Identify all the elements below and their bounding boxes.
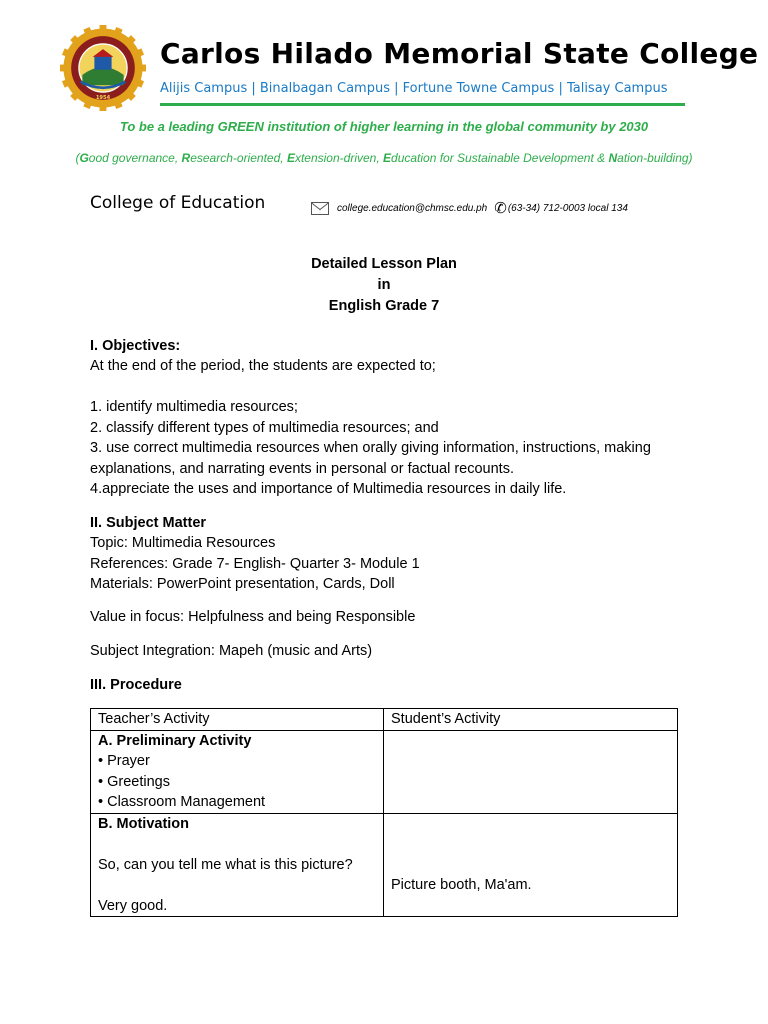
table-row xyxy=(91,730,678,813)
procedure-heading: III. Procedure xyxy=(90,677,182,693)
envelope-icon xyxy=(311,202,329,215)
phone-icon: ✆ xyxy=(494,200,507,217)
lesson-title-line1: Detailed Lesson Plan xyxy=(311,256,457,272)
objective-item: 1. identify multimedia resources; xyxy=(90,399,298,415)
topic-line: Topic: Multimedia Resources xyxy=(90,535,276,551)
lesson-title xyxy=(0,254,768,317)
college-name: College of Education xyxy=(90,193,266,213)
student-response-cell xyxy=(384,730,678,813)
subject-matter-details xyxy=(90,533,420,595)
objectives-list xyxy=(90,397,690,500)
teacher-activity-header: Teacher’s Activity xyxy=(91,709,384,731)
institution-title: Carlos Hilado Memorial State College xyxy=(160,37,759,70)
preliminary-activity-heading: A. Preliminary Activity xyxy=(98,732,252,749)
materials-line: Materials: PowerPoint presentation, Cards, Doll xyxy=(90,576,395,592)
table-row xyxy=(91,813,678,917)
motivation-cell xyxy=(91,813,384,917)
list-item: • Classroom Management xyxy=(98,794,266,810)
header-divider xyxy=(160,103,685,106)
student-activity-header: Student’s Activity xyxy=(384,709,678,731)
references-line: References: Grade 7- English- Quarter 3- Module 1 xyxy=(90,555,420,572)
objective-item: 2. classify different types of multimedia resources; and xyxy=(90,419,439,436)
college-seal-logo xyxy=(60,25,146,111)
svg-text:1954: 1954 xyxy=(95,94,111,101)
campus-list: Alijis Campus | Binalbagan Campus | Fortune Towne Campus | Talisay Campus xyxy=(160,81,668,96)
list-item: • Greetings xyxy=(98,773,170,790)
motivation-question: So, can you tell me what is this picture? xyxy=(98,856,353,873)
motivation-heading: B. Motivation xyxy=(98,815,190,832)
objectives-intro: At the end of the period, the students are expected to; xyxy=(90,358,436,374)
objectives-heading: I. Objectives: xyxy=(90,338,181,354)
contact-info xyxy=(311,199,628,217)
student-answer: Picture booth, Ma'am. xyxy=(391,877,532,893)
phone-number: (63-34) 712-0003 local 134 xyxy=(507,202,628,214)
preliminary-activity-cell xyxy=(91,730,384,813)
procedure-table xyxy=(90,708,678,917)
value-in-focus: Value in focus: Helpfulness and being Responsible xyxy=(90,609,416,625)
lesson-title-line2: in xyxy=(377,277,391,293)
table-header-row xyxy=(91,709,678,731)
mission-statement: (Good governance, Research-oriented, Extension-driven, Education for Sustainable Development & Nation-building) xyxy=(75,151,693,165)
objective-item: 3. use correct multimedia resources when orally giving information, instructions, making explanations, and narrating events in personal or factual recounts. xyxy=(90,440,651,477)
subject-matter-heading: II. Subject Matter xyxy=(90,515,207,531)
list-item: • Prayer xyxy=(98,753,150,769)
lesson-title-line3: English Grade 7 xyxy=(328,298,440,314)
vision-statement: To be a leading GREEN institution of higher learning in the global community by 2030 xyxy=(119,119,649,134)
email-address: college.education@chmsc.edu.ph xyxy=(337,202,488,214)
objective-item: 4.appreciate the uses and importance of Multimedia resources in daily life. xyxy=(90,481,567,497)
subject-integration: Subject Integration: Mapeh (music and Arts) xyxy=(90,643,373,659)
motivation-feedback: Very good. xyxy=(98,897,168,914)
student-response-cell xyxy=(384,813,678,917)
